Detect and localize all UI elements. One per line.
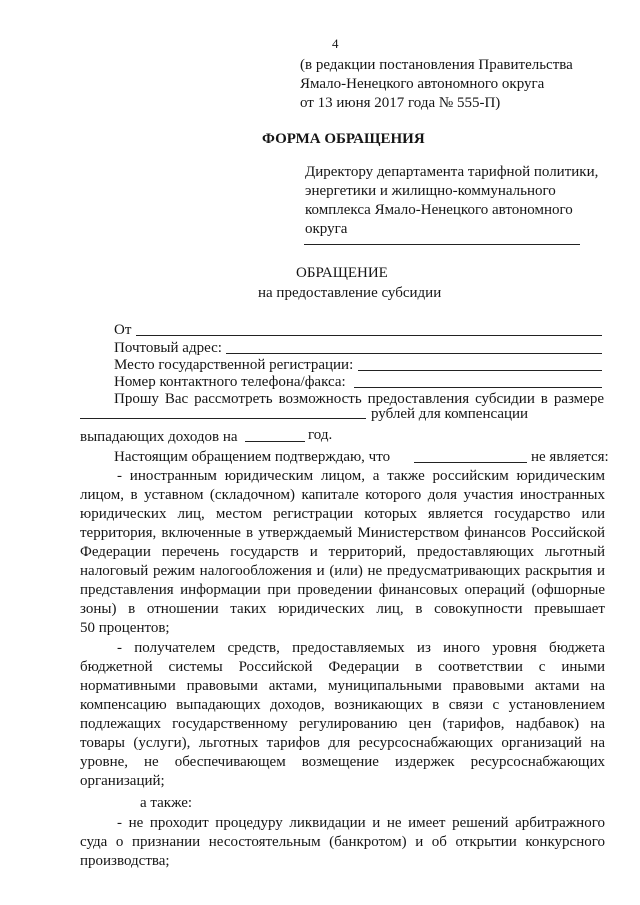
field-registration-label: Место государственной регистрации:	[114, 357, 354, 373]
paragraph3-line-2: суда о признании несостоятельным (банкротом) и об открытии конкурсного	[80, 834, 605, 850]
paragraph1-line-5: Федерации перечень государств и территорий, предоставляющих льготный	[80, 544, 605, 560]
paragraph2-line-3: нормативными правовыми актами, муниципальными правовыми актами на	[80, 678, 605, 694]
edition-note-line-1: (в редакции постановления Правительства	[300, 57, 573, 73]
paragraph2-line-5: подлежащих государственному регулированию цен (тарифов, надбавок) на	[80, 716, 605, 732]
field-from-line	[136, 335, 602, 336]
confirm-name-line	[414, 462, 527, 463]
paragraph3-line-3: производства;	[80, 853, 170, 869]
confirm-head: Настоящим обращением подтверждаю, что	[114, 449, 391, 465]
addressee-line-4: округа	[305, 221, 348, 237]
also-label: а также:	[140, 795, 193, 811]
paragraph1-line-8: зоны) в отношении таких юридических лиц, в совокупности превышает	[80, 601, 605, 617]
field-registration-line	[358, 370, 602, 371]
addressee-line-1: Директору департамента тарифной политики,	[305, 164, 599, 180]
page-number: 4	[332, 36, 339, 51]
addressee-signature-line	[304, 244, 580, 245]
field-from-label: От	[114, 322, 132, 338]
paragraph2-line-4: компенсацию выпадающих доходов, возникающих в связи с установлением	[80, 697, 605, 713]
paragraph1-line-2: лицом, в уставном (складочном) капитале которого доля участия иностранных	[80, 487, 605, 503]
paragraph2-line-2: бюджетной системы Российской Федерации в соответствии с иными	[80, 659, 605, 675]
field-phone-label: Номер контактного телефона/факса:	[114, 374, 346, 390]
doc-subtitle: на предоставление субсидии	[258, 285, 442, 301]
paragraph1-line-3: юридических лиц, местом регистрации которых является государство или	[80, 506, 605, 522]
request-line-3-head: выпадающих доходов на	[80, 429, 238, 445]
paragraph1-line-7: представления информации при проведении финансовых операций (офшорные	[80, 582, 605, 598]
addressee-line-3: комплекса Ямало-Ненецкого автономного	[305, 202, 573, 218]
confirm-tail: не является:	[531, 449, 609, 465]
paragraph2-line-1: - получателем средств, предоставляемых из иного уровня бюджета	[117, 640, 605, 656]
doc-title: ОБРАЩЕНИЕ	[296, 265, 388, 281]
paragraph3-line-1: - не проходит процедуру ликвидации и не имеет решений арбитражного	[117, 815, 605, 831]
field-postal-label: Почтовый адрес:	[114, 340, 222, 356]
paragraph1-line-6: налоговый режим налогообложения и (или) не предусматривающих раскрытия и	[80, 563, 605, 579]
paragraph2-line-8: организаций;	[80, 773, 165, 789]
paragraph1-line-1: - иностранным юридическим лицом, а также российским юридическим	[117, 468, 605, 484]
request-line-1: Прошу Вас рассмотреть возможность предоставления субсидии в размере	[114, 391, 604, 407]
edition-note-line-2: Ямало-Ненецкого автономного округа	[300, 76, 545, 92]
field-postal-line	[226, 353, 602, 354]
request-year-line	[245, 441, 305, 442]
addressee-line-2: энергетики и жилищно-коммунального	[305, 183, 556, 199]
paragraph1-line-9: 50 процентов;	[80, 620, 170, 636]
paragraph1-line-4: территория, включенные в утверждаемый Министерством финансов Российской	[80, 525, 605, 541]
request-line-3-tail: год.	[308, 427, 333, 443]
request-amount-line	[80, 418, 366, 419]
edition-note-line-3: от 13 июня 2017 года № 555-П)	[300, 95, 501, 111]
paragraph2-line-6: товары (услуги), льготных тарифов для ресурсоснабжающих организаций на	[80, 735, 605, 751]
request-line-2-tail: рублей для компенсации	[371, 406, 529, 422]
paragraph2-line-7: уровне, не обеспечивающем возмещение издержек ресурсоснабжающих	[80, 754, 605, 770]
field-phone-line	[354, 387, 602, 388]
form-title: ФОРМА ОБРАЩЕНИЯ	[262, 131, 425, 147]
